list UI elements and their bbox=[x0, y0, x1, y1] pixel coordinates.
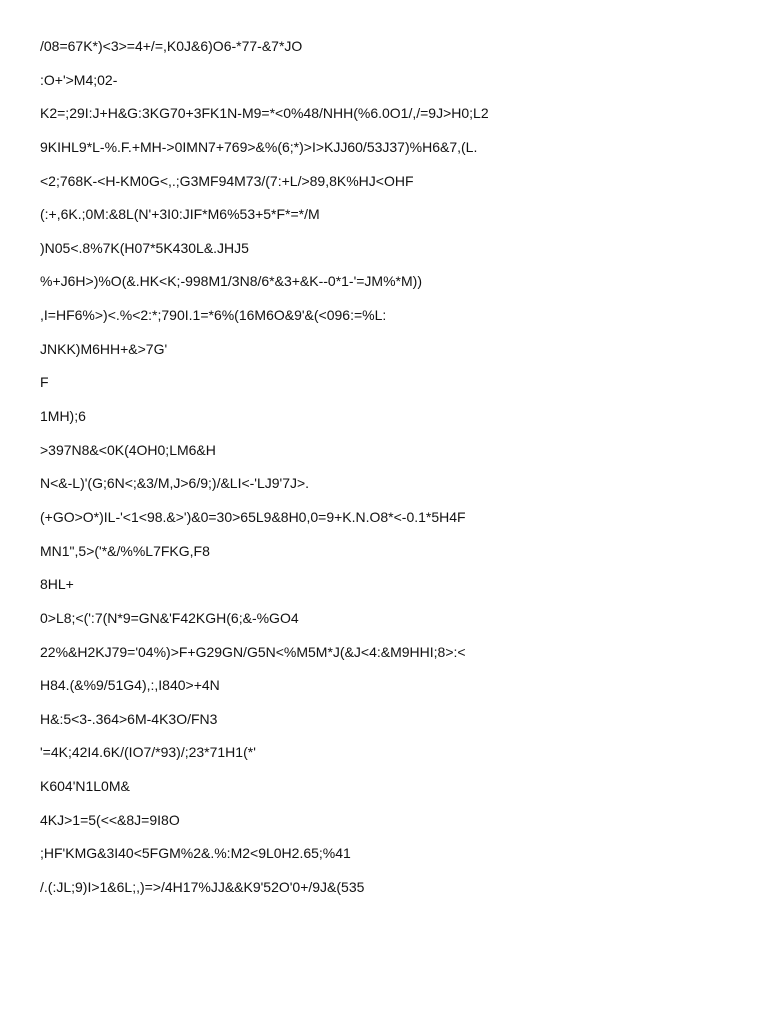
text-line: >397N8&<0K(4OH0;LM6&H bbox=[40, 441, 216, 458]
text-line: F bbox=[40, 374, 49, 391]
text-line: 9KIHL9*L-%.F.+MH->0IMN7+769>&%(6;*)>I>KJJ60/53J37)%H6&7,(L. bbox=[40, 138, 478, 155]
text-line: 4KJ>1=5(<<&8J=9I8O bbox=[40, 811, 180, 828]
text-line: (:+,6K.;0M:&8L(N'+3I0:JIF*M6%53+5*F*=*/M bbox=[40, 206, 320, 223]
text-line: K604'N1L0M& bbox=[40, 778, 130, 795]
text-line: /08=67K*)<3>=4+/=,K0J&6)O6-*77-&7*JO bbox=[40, 38, 303, 54]
text-line: ;HF'KMG&3I40<5FGM%2&.%:M2<9L0H2.65;%41 bbox=[40, 845, 351, 862]
text-line: 8HL+ bbox=[40, 576, 74, 593]
text-line: %+J6H>)%O(&.HK<K;-998M1/3N8/6*&3+&K--0*1-'=JM%*M)) bbox=[40, 273, 422, 290]
text-line: :O+'>M4;02- bbox=[40, 71, 118, 88]
text-line: 0>L8;<(':7(N*9=GN&'F42KGH(6;&-%GO4 bbox=[40, 609, 299, 626]
text-line: (+GO>O*)IL-'<1<98.&>')&0=30>65L9&8H0,0=9+K.N.O8*<-0.1*5H4F bbox=[40, 508, 466, 525]
text-line: ,I=HF6%>)<.%<2:*;790I.1=*6%(16M6O&9'&(<096:=%L: bbox=[40, 307, 387, 324]
text-line: MN1",5>('*&/%%L7FKG,F8 bbox=[40, 542, 210, 559]
text-line: K2=;29I:J+H&G:3KG70+3FK1N-M9=*<0%48/NHH(%6.0O1/,/=9J>H0;L2 bbox=[40, 105, 489, 122]
text-line: N<&-L)'(G;6N<;&3/M,J>6/9;)/&LI<-'LJ9'7J>. bbox=[40, 475, 310, 492]
document-page bbox=[40, 36, 740, 911]
text-line: /.(:JL;9)I>1&6L;,)=>/4H17%JJ&&K9'52O'0+/9J&(535 bbox=[40, 879, 365, 896]
text-line: 1MH);6 bbox=[40, 408, 86, 425]
text-line: H&:5<3-.364>6M-4K3O/FN3 bbox=[40, 710, 218, 727]
text-line: <2;768K-<H-KM0G<,.;G3MF94M73/(7:+L/>89,8K%HJ<OHF bbox=[40, 172, 414, 189]
text-line: JNKK)M6HH+&>7G' bbox=[40, 340, 168, 357]
text-line: )N05<.8%7K(H07*5K430L&.JHJ5 bbox=[40, 239, 249, 256]
text-line: '=4K;42I4.6K/(IO7/*93)/;23*71H1(*' bbox=[40, 744, 256, 761]
text-line: 22%&H2KJ79='04%)>F+G29GN/G5N<%M5M*J(&J<4:&M9HHI;8>:< bbox=[40, 643, 466, 660]
text-line: H84.(&%9/51G4),:,I840>+4N bbox=[40, 677, 220, 694]
